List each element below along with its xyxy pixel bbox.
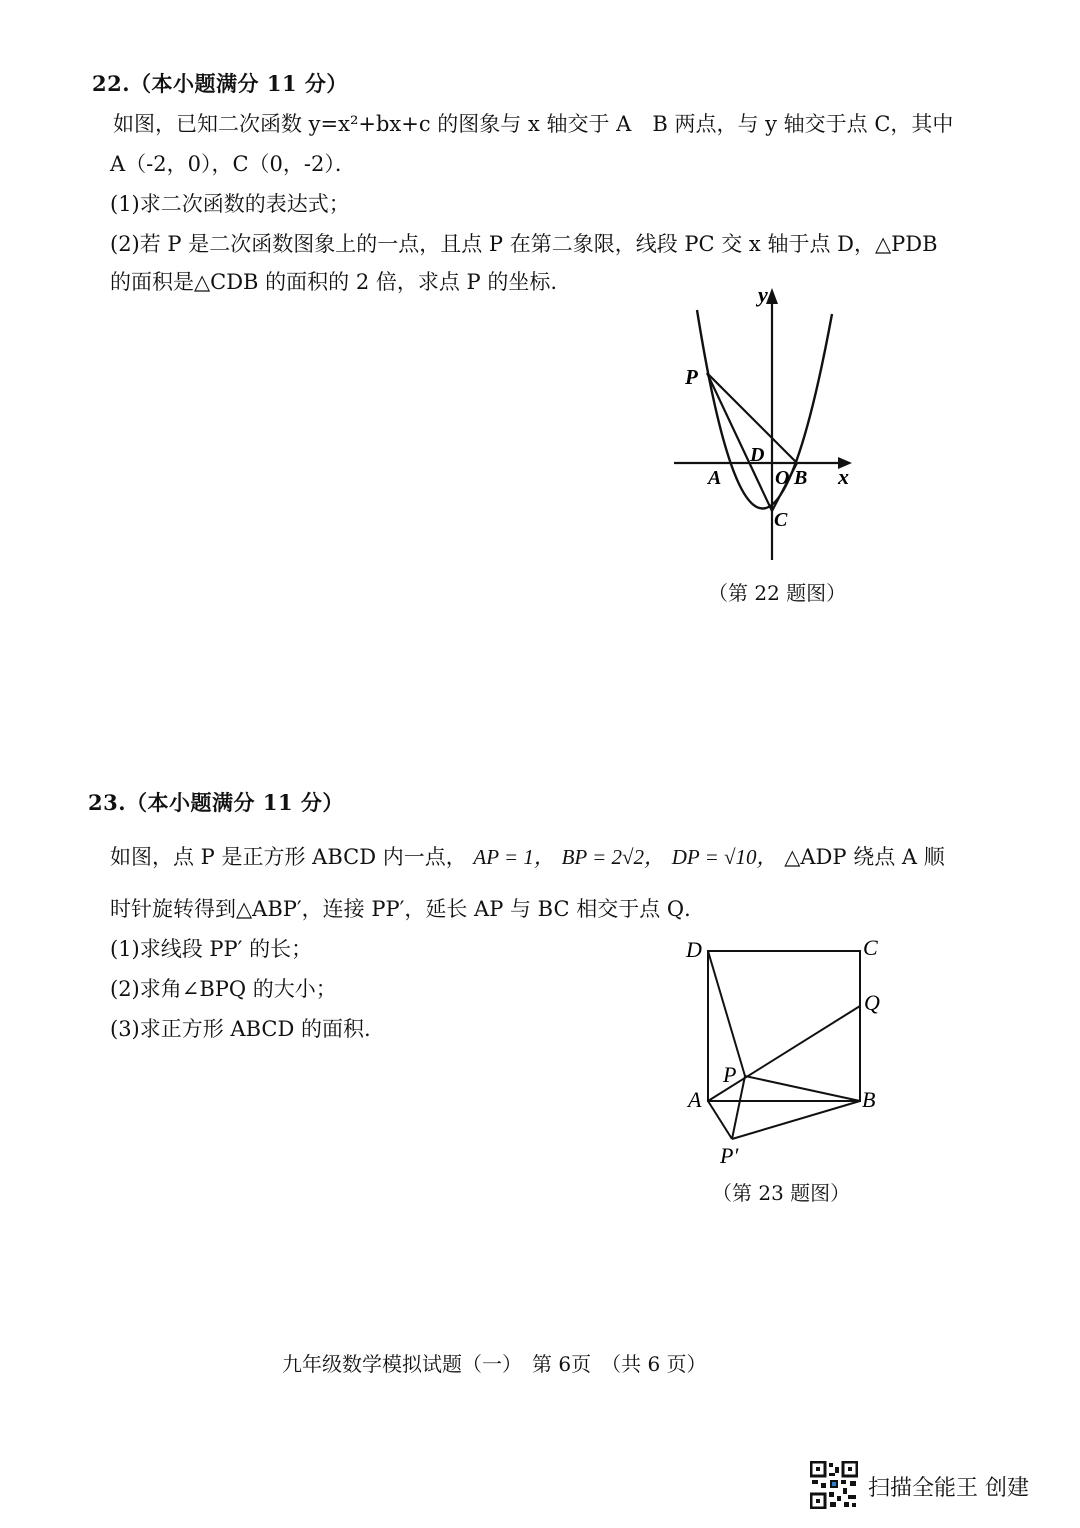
q22-figure — [660, 278, 860, 568]
q22-stem-line2: A（-2，0），C（0，-2）． — [110, 152, 356, 176]
q22-part2-line1: (2)若 P 是二次函数图象上的一点，且点 P 在第二象限，线段 PC 交 x 轴于点 D，△PDB — [110, 232, 938, 256]
q23-dp: DP = √10， — [671, 845, 778, 869]
q23-title: 23.（本小题满分 11 分） — [88, 790, 344, 815]
q23-label-A: A — [688, 1087, 702, 1112]
q23-label-Q: Q — [864, 990, 880, 1015]
q23-ap: AP = 1， — [473, 845, 555, 869]
q22-caption: （第 22 题图） — [708, 581, 847, 605]
q22-part2-line2: 的面积是△CDB 的面积的 2 倍，求点 P 的坐标. — [110, 270, 558, 294]
q22-segment-PC — [707, 373, 772, 511]
qr-code-icon — [810, 1461, 858, 1509]
q23-stem-line1 — [110, 841, 945, 871]
q23-label-P: P — [723, 1062, 737, 1087]
q22-label-D: D — [750, 444, 765, 466]
q23-label-Pprime: P′ — [720, 1143, 739, 1168]
q23-figure — [680, 925, 900, 1170]
q23-stem-line1-a: 如图，点 P 是正方形 ABCD 内一点， — [110, 845, 467, 869]
q22-label-y: y — [758, 282, 768, 307]
q23-part3: (3)求正方形 ABCD 的面积. — [110, 1017, 371, 1041]
q22-label-x: x — [838, 464, 849, 489]
q23-segment-APprime — [708, 1101, 732, 1139]
watermark-text: 扫描全能王 创建 — [868, 1476, 1029, 1501]
q22-label-B: B — [794, 467, 808, 489]
q22-label-O: O — [775, 467, 790, 489]
q23-segment-PB — [745, 1076, 860, 1101]
q23-stem-line1-b: △ADP 绕点 A 顺 — [784, 845, 945, 869]
q23-bp: BP = 2√2， — [561, 845, 666, 869]
q22-stem-line1: 如图，已知二次函数 y=x²+bx+c 的图象与 x 轴交于 A B 两点，与 y 轴交于点 C，其中 — [113, 112, 954, 136]
q23-caption: （第 23 题图） — [712, 1181, 851, 1205]
q23-label-D: D — [686, 937, 702, 962]
q22-title: 22.（本小题满分 11 分） — [92, 71, 348, 96]
q23-part2: (2)求角∠BPQ 的大小； — [110, 977, 337, 1001]
q23-segment-DP — [708, 951, 745, 1076]
q23-label-B: B — [862, 1087, 876, 1112]
q23-part1: (1)求线段 PP′ 的长； — [110, 937, 313, 961]
q23-label-C: C — [863, 935, 878, 960]
q22-label-A: A — [708, 467, 722, 489]
q22-part1: (1)求二次函数的表达式； — [110, 192, 350, 216]
q22-label-C: C — [774, 509, 788, 531]
q23-stem-line2: 时针旋转得到△ABP′，连接 PP′，延长 AP 与 BC 相交于点 Q． — [110, 897, 706, 921]
q23-segment-BPprime — [732, 1101, 860, 1139]
q22-label-P: P — [685, 365, 698, 389]
page-footer: 九年级数学模拟试题（一） 第 6页 （共 6 页） — [282, 1352, 707, 1376]
q22-y-arrow — [766, 288, 778, 304]
